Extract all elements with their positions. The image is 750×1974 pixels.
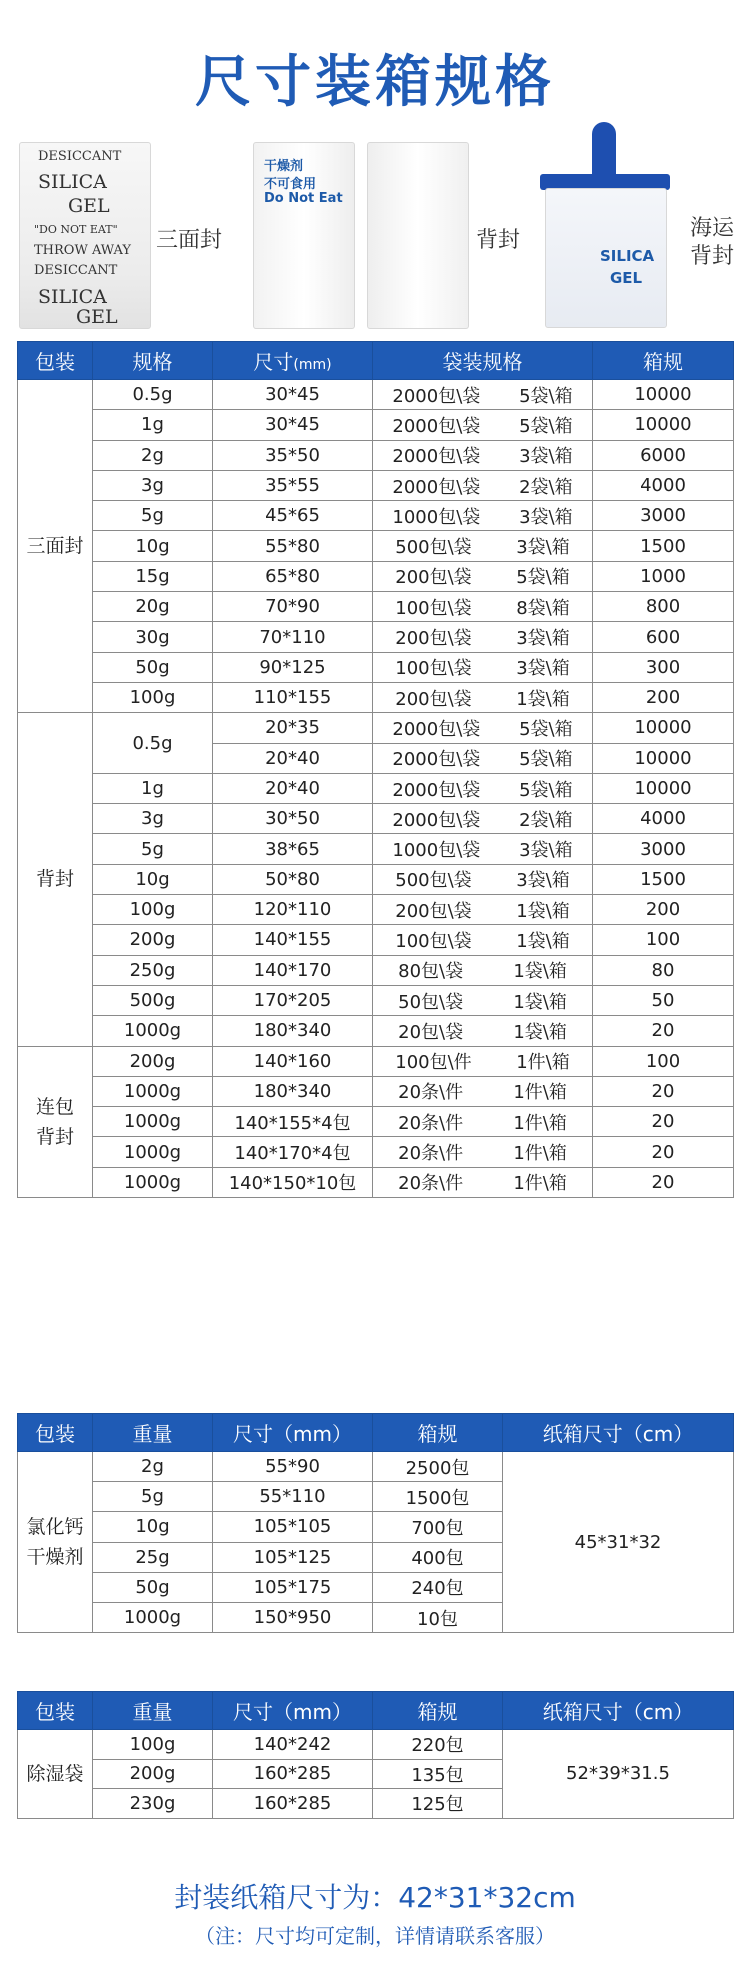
package-type-cell: 连包 背封: [18, 1046, 93, 1197]
bag-spec-cell: [373, 864, 593, 894]
bag-spec-values: [373, 988, 592, 1014]
back-seal-sachet-image: [253, 142, 355, 329]
size-cell: 140*242: [213, 1730, 373, 1760]
table-row: [18, 1452, 734, 1482]
t3-header-weight: 重量: [93, 1692, 213, 1730]
weight-cell: 2g: [93, 1452, 213, 1482]
weight-cell: 25g: [93, 1542, 213, 1572]
box-count: 1袋\箱: [516, 900, 570, 922]
spec-cell: 1000g: [93, 1076, 213, 1106]
box-total-cell: 6000: [593, 440, 734, 470]
size-cell: 30*45: [213, 410, 373, 440]
spec-cell: 0.5g: [93, 380, 213, 410]
page-title: 尺寸装箱规格: [195, 50, 555, 115]
box-total-cell: 600: [593, 622, 734, 652]
bag-spec-values: [373, 1169, 592, 1195]
box-total-cell: 200: [593, 895, 734, 925]
weight-cell: 5g: [93, 1482, 213, 1512]
size-cell: 45*65: [213, 501, 373, 531]
header-package: 包装: [18, 342, 93, 380]
size-cell: 105*105: [213, 1512, 373, 1542]
spec-cell: 100g: [93, 895, 213, 925]
bag-spec-cell: [373, 1137, 593, 1167]
bag-count: 2000包\袋: [392, 809, 481, 831]
carton-size-cell: 45*31*32: [503, 1452, 734, 1633]
bag-spec-cell: [373, 804, 593, 834]
size-cell: 55*90: [213, 1452, 373, 1482]
weight-cell: 100g: [93, 1730, 213, 1760]
size-cell: 170*205: [213, 985, 373, 1015]
label-three-side-seal: 三面封: [156, 228, 223, 253]
t2-header-box: 箱规: [373, 1414, 503, 1452]
bag-spec-values: [373, 654, 592, 680]
bag-count: 2000包\袋: [392, 779, 481, 801]
spec-table-calcium-chloride: [17, 1413, 734, 1633]
spec-cell: 100g: [93, 682, 213, 712]
box-total-cell: 1500: [593, 864, 734, 894]
weight-cell: 10g: [93, 1512, 213, 1542]
weight-cell: 230g: [93, 1789, 213, 1819]
hanging-bag-text1: SILICA: [600, 247, 655, 265]
spec-table-desiccant: [17, 341, 734, 1198]
box-total-cell: 10000: [593, 743, 734, 773]
bag-spec-values: [373, 1109, 592, 1135]
sachet-brand-top: DESICCANT: [38, 149, 122, 164]
bag-spec-cell: [373, 1016, 593, 1046]
size-cell: 140*155: [213, 925, 373, 955]
bag-count: 100包\袋: [395, 930, 472, 952]
label-sea-transport: 海运 背封: [690, 216, 735, 269]
size-cell: 160*285: [213, 1789, 373, 1819]
bag-spec-values: [373, 776, 592, 802]
table-row: [18, 380, 734, 410]
bag-spec-values: [373, 533, 592, 559]
box-total-cell: 80: [593, 955, 734, 985]
table-row: [18, 895, 734, 925]
bag-count: 200包\袋: [395, 900, 472, 922]
header-size: 尺寸(mm): [213, 342, 373, 380]
bag-spec-cell: [373, 652, 593, 682]
bag-count: 200包\袋: [395, 628, 472, 650]
bag-spec-cell: [373, 985, 593, 1015]
box-count: 1件\箱: [513, 1143, 567, 1165]
spec-cell: 1g: [93, 410, 213, 440]
bag-count: 2000包\袋: [392, 718, 481, 740]
bag-spec-cell: [373, 531, 593, 561]
bag-spec-cell: [373, 834, 593, 864]
bag-spec-values: [373, 563, 592, 589]
table2-body: [18, 1452, 734, 1633]
t2-header-carton: 纸箱尺寸（cm）: [503, 1414, 734, 1452]
spec-cell: 2g: [93, 440, 213, 470]
box-count: 1件\箱: [513, 1082, 567, 1104]
table-row: [18, 531, 734, 561]
spec-cell: 50g: [93, 652, 213, 682]
box-total-cell: 1500: [593, 531, 734, 561]
size-cell: 30*50: [213, 804, 373, 834]
package-type-cell: 除湿袋: [18, 1730, 93, 1819]
spec-cell: 3g: [93, 470, 213, 500]
bag-spec-cell: [373, 410, 593, 440]
table-row: [18, 985, 734, 1015]
bag-spec-cell: [373, 925, 593, 955]
size-cell: 35*50: [213, 440, 373, 470]
box-cell: 400包: [373, 1542, 503, 1572]
box-cell: 700包: [373, 1512, 503, 1542]
size-cell: 55*80: [213, 531, 373, 561]
bag-spec-cell: [373, 592, 593, 622]
bag-spec-values: [373, 594, 592, 620]
footer-note: （注：尺寸均可定制，详情请联系客服）: [195, 1924, 555, 1948]
sachet-line4: THROW AWAY: [34, 243, 131, 258]
box-count: 1件\箱: [513, 1173, 567, 1195]
back-seal-sachet-image-2: [367, 142, 469, 329]
table-row: [18, 410, 734, 440]
box-total-cell: 1000: [593, 561, 734, 591]
carton-size-cell: 52*39*31.5: [503, 1730, 734, 1819]
box-count: 5袋\箱: [516, 567, 570, 589]
bag-spec-cell: [373, 682, 593, 712]
box-total-cell: 10000: [593, 410, 734, 440]
table-row: [18, 561, 734, 591]
box-count: 1袋\箱: [513, 961, 567, 983]
size-cell: 55*110: [213, 1482, 373, 1512]
size-cell: 105*125: [213, 1542, 373, 1572]
hanging-bag-image: [540, 122, 680, 327]
box-count: 3袋\箱: [516, 658, 570, 680]
size-cell: 140*160: [213, 1046, 373, 1076]
spec-cell: 250g: [93, 955, 213, 985]
bag-spec-cell: [373, 1167, 593, 1197]
spec-cell: 1000g: [93, 1167, 213, 1197]
box-total-cell: 100: [593, 1046, 734, 1076]
bag-spec-values: [373, 685, 592, 711]
header-size-unit: (mm): [293, 357, 332, 373]
box-count: 5袋\箱: [519, 718, 573, 740]
package-type-cell: 氯化钙 干燥剂: [18, 1452, 93, 1633]
table-row: [18, 1730, 734, 1760]
bag-spec-values: [373, 836, 592, 862]
bag-spec-values: [373, 806, 592, 832]
bag-count: 20条\件: [398, 1082, 464, 1104]
size-cell: 70*110: [213, 622, 373, 652]
bag-spec-values: [373, 1139, 592, 1165]
box-count: 5袋\箱: [519, 415, 573, 437]
t3-header-carton: 纸箱尺寸（cm）: [503, 1692, 734, 1730]
table-row: [18, 1076, 734, 1106]
box-count: 1袋\箱: [516, 688, 570, 710]
box-count: 1袋\箱: [516, 930, 570, 952]
box-count: 5袋\箱: [519, 779, 573, 801]
sachet-line3: "DO NOT EAT": [34, 223, 118, 236]
bag-spec-values: [373, 412, 592, 438]
bag-spec-cell: [373, 440, 593, 470]
bag-count: 50包\袋: [398, 991, 464, 1013]
size-cell: 20*35: [213, 713, 373, 743]
size-cell: 20*40: [213, 773, 373, 803]
box-cell: 2500包: [373, 1452, 503, 1482]
box-cell: 135包: [373, 1759, 503, 1789]
bag-count: 200包\袋: [395, 688, 472, 710]
t3-header-package: 包装: [18, 1692, 93, 1730]
bag-spec-cell: [373, 1046, 593, 1076]
size-cell: 65*80: [213, 561, 373, 591]
table-row: [18, 713, 734, 743]
spec-cell: 3g: [93, 804, 213, 834]
size-cell: 20*40: [213, 743, 373, 773]
box-total-cell: 3000: [593, 834, 734, 864]
box-count: 3袋\箱: [519, 840, 573, 862]
table-row: [18, 864, 734, 894]
sachet-bottom2: GEL: [76, 306, 118, 328]
size-cell: 105*175: [213, 1572, 373, 1602]
box-count: 3袋\箱: [516, 628, 570, 650]
t3-header-box: 箱规: [373, 1692, 503, 1730]
box-total-cell: 100: [593, 925, 734, 955]
box-count: 3袋\箱: [516, 870, 570, 892]
box-total-cell: 20: [593, 1076, 734, 1106]
box-total-cell: 20: [593, 1167, 734, 1197]
box-count: 1袋\箱: [513, 991, 567, 1013]
spec-cell: 1000g: [93, 1137, 213, 1167]
weight-cell: 50g: [93, 1572, 213, 1602]
box-total-cell: 50: [593, 985, 734, 1015]
weight-cell: 200g: [93, 1759, 213, 1789]
table3-header-row: [18, 1692, 734, 1730]
bag-count: 20条\件: [398, 1143, 464, 1165]
three-side-seal-sachet-image: [19, 142, 151, 329]
bag-spec-cell: [373, 773, 593, 803]
table-row: [18, 440, 734, 470]
size-cell: 140*170*4包: [213, 1137, 373, 1167]
bag-count: 2000包\袋: [392, 415, 481, 437]
bag-count: 2000包\袋: [392, 385, 481, 407]
table-row: [18, 1046, 734, 1076]
box-total-cell: 10000: [593, 713, 734, 743]
size-cell: 150*950: [213, 1602, 373, 1632]
box-cell: 220包: [373, 1730, 503, 1760]
bag-spec-values: [373, 1018, 592, 1044]
sachet-line5: DESICCANT: [34, 263, 118, 278]
box-total-cell: 20: [593, 1016, 734, 1046]
box-count: 2袋\箱: [519, 476, 573, 498]
spec-cell: 30g: [93, 622, 213, 652]
box-total-cell: 200: [593, 682, 734, 712]
spec-cell: 20g: [93, 592, 213, 622]
size-cell: 140*155*4包: [213, 1107, 373, 1137]
spec-cell: 200g: [93, 1046, 213, 1076]
sachet-line2: GEL: [68, 195, 110, 217]
bag-count: 80包\袋: [398, 961, 464, 983]
spec-table-dehumidifier: [17, 1691, 734, 1819]
table1-header-row: [18, 342, 734, 380]
bag-spec-values: [373, 1078, 592, 1104]
table-row: [18, 501, 734, 531]
bag-spec-cell: [373, 470, 593, 500]
bag-spec-cell: [373, 622, 593, 652]
header-box: 箱规: [593, 342, 734, 380]
bag-spec-values: [373, 866, 592, 892]
bag-spec-cell: [373, 955, 593, 985]
bag-count: 100包\袋: [395, 658, 472, 680]
back-seal-text3: Do Not Eat: [264, 191, 343, 206]
box-total-cell: 20: [593, 1107, 734, 1137]
header-bag-spec: 袋装规格: [373, 342, 593, 380]
table3-body: [18, 1730, 734, 1819]
spec-cell: 500g: [93, 985, 213, 1015]
spec-cell: 200g: [93, 925, 213, 955]
table-row: [18, 1167, 734, 1197]
spec-cell: 5g: [93, 501, 213, 531]
hanging-bag-text2: GEL: [610, 269, 643, 287]
bag-spec-values: [373, 382, 592, 408]
back-seal-text1: 干燥剂: [264, 159, 304, 174]
spec-cell: 0.5g: [93, 713, 213, 774]
bag-count: 100包\件: [395, 1052, 472, 1074]
bag-spec-values: [373, 1048, 592, 1074]
t2-header-size: 尺寸（mm）: [213, 1414, 373, 1452]
bag-spec-values: [373, 503, 592, 529]
hanging-bag: [545, 188, 667, 328]
spec-cell: 10g: [93, 864, 213, 894]
bag-spec-values: [373, 927, 592, 953]
bag-spec-values: [373, 897, 592, 923]
spec-cell: 15g: [93, 561, 213, 591]
size-cell: 50*80: [213, 864, 373, 894]
size-cell: 180*340: [213, 1076, 373, 1106]
bag-spec-cell: [373, 380, 593, 410]
bag-count: 1000包\袋: [392, 506, 481, 528]
table-row: [18, 955, 734, 985]
box-count: 1件\箱: [516, 1052, 570, 1074]
spec-cell: 1000g: [93, 1107, 213, 1137]
bag-count: 2000包\袋: [392, 749, 481, 771]
table-row: [18, 652, 734, 682]
bag-spec-values: [373, 442, 592, 468]
t2-header-weight: 重量: [93, 1414, 213, 1452]
box-count: 1袋\箱: [513, 1021, 567, 1043]
box-total-cell: 10000: [593, 380, 734, 410]
size-cell: 90*125: [213, 652, 373, 682]
size-cell: 70*90: [213, 592, 373, 622]
t2-header-package: 包装: [18, 1414, 93, 1452]
size-cell: 140*150*10包: [213, 1167, 373, 1197]
bag-spec-cell: [373, 895, 593, 925]
spec-cell: 1g: [93, 773, 213, 803]
box-count: 1件\箱: [513, 1112, 567, 1134]
size-cell: 160*285: [213, 1759, 373, 1789]
box-count: 8袋\箱: [516, 597, 570, 619]
footer-carton-size: 封装纸箱尺寸为：42*31*32cm: [174, 1881, 576, 1914]
spec-cell: 5g: [93, 834, 213, 864]
box-total-cell: 4000: [593, 804, 734, 834]
size-cell: 140*170: [213, 955, 373, 985]
bag-spec-cell: [373, 561, 593, 591]
table2-header-row: [18, 1414, 734, 1452]
bag-spec-values: [373, 715, 592, 741]
size-cell: 180*340: [213, 1016, 373, 1046]
table-row: [18, 1107, 734, 1137]
table-row: [18, 470, 734, 500]
box-cell: 125包: [373, 1789, 503, 1819]
table-row: [18, 682, 734, 712]
box-count: 3袋\箱: [516, 537, 570, 559]
bag-count: 500包\袋: [395, 870, 472, 892]
package-type-cell: 三面封: [18, 380, 93, 713]
bag-count: 2000包\袋: [392, 446, 481, 468]
box-total-cell: 300: [593, 652, 734, 682]
bag-count: 1000包\袋: [392, 840, 481, 862]
table-row: [18, 773, 734, 803]
box-cell: 10包: [373, 1602, 503, 1632]
table-row: [18, 925, 734, 955]
sachet-line1: SILICA: [38, 171, 107, 193]
weight-cell: 1000g: [93, 1602, 213, 1632]
table-row: [18, 804, 734, 834]
bag-count: 200包\袋: [395, 567, 472, 589]
size-cell: 30*45: [213, 380, 373, 410]
box-count: 2袋\箱: [519, 809, 573, 831]
bag-spec-values: [373, 473, 592, 499]
table-row: [18, 1137, 734, 1167]
box-count: 3袋\箱: [519, 506, 573, 528]
bag-spec-cell: [373, 501, 593, 531]
label-back-seal: 背封: [476, 228, 521, 253]
table1-body: [18, 380, 734, 1198]
box-total-cell: 4000: [593, 470, 734, 500]
t3-header-size: 尺寸（mm）: [213, 1692, 373, 1730]
bag-count: 20条\件: [398, 1112, 464, 1134]
back-seal-text2: 不可食用: [264, 177, 317, 192]
size-cell: 120*110: [213, 895, 373, 925]
box-count: 5袋\箱: [519, 385, 573, 407]
bag-spec-values: [373, 957, 592, 983]
size-cell: 35*55: [213, 470, 373, 500]
box-cell: 1500包: [373, 1482, 503, 1512]
bag-spec-values: [373, 624, 592, 650]
table-row: [18, 834, 734, 864]
sachet-bottom1: SILICA: [38, 286, 107, 308]
bag-count: 2000包\袋: [392, 476, 481, 498]
package-type-cell: 背封: [18, 713, 93, 1046]
size-cell: 110*155: [213, 682, 373, 712]
bag-count: 100包\袋: [395, 597, 472, 619]
box-total-cell: 20: [593, 1137, 734, 1167]
spec-cell: 10g: [93, 531, 213, 561]
spec-cell: 1000g: [93, 1016, 213, 1046]
size-cell: 38*65: [213, 834, 373, 864]
box-count: 5袋\箱: [519, 749, 573, 771]
bag-spec-cell: [373, 743, 593, 773]
box-total-cell: 3000: [593, 501, 734, 531]
bag-spec-values: [373, 745, 592, 771]
box-cell: 240包: [373, 1572, 503, 1602]
bag-count: 500包\袋: [395, 537, 472, 559]
bag-spec-cell: [373, 1076, 593, 1106]
bag-spec-cell: [373, 713, 593, 743]
bag-count: 20包\袋: [398, 1021, 464, 1043]
table-row: [18, 622, 734, 652]
box-total-cell: 10000: [593, 773, 734, 803]
table-row: [18, 592, 734, 622]
header-spec: 规格: [93, 342, 213, 380]
box-count: 3袋\箱: [519, 446, 573, 468]
table-row: [18, 1016, 734, 1046]
bag-spec-cell: [373, 1107, 593, 1137]
bag-count: 20条\件: [398, 1173, 464, 1195]
box-total-cell: 800: [593, 592, 734, 622]
